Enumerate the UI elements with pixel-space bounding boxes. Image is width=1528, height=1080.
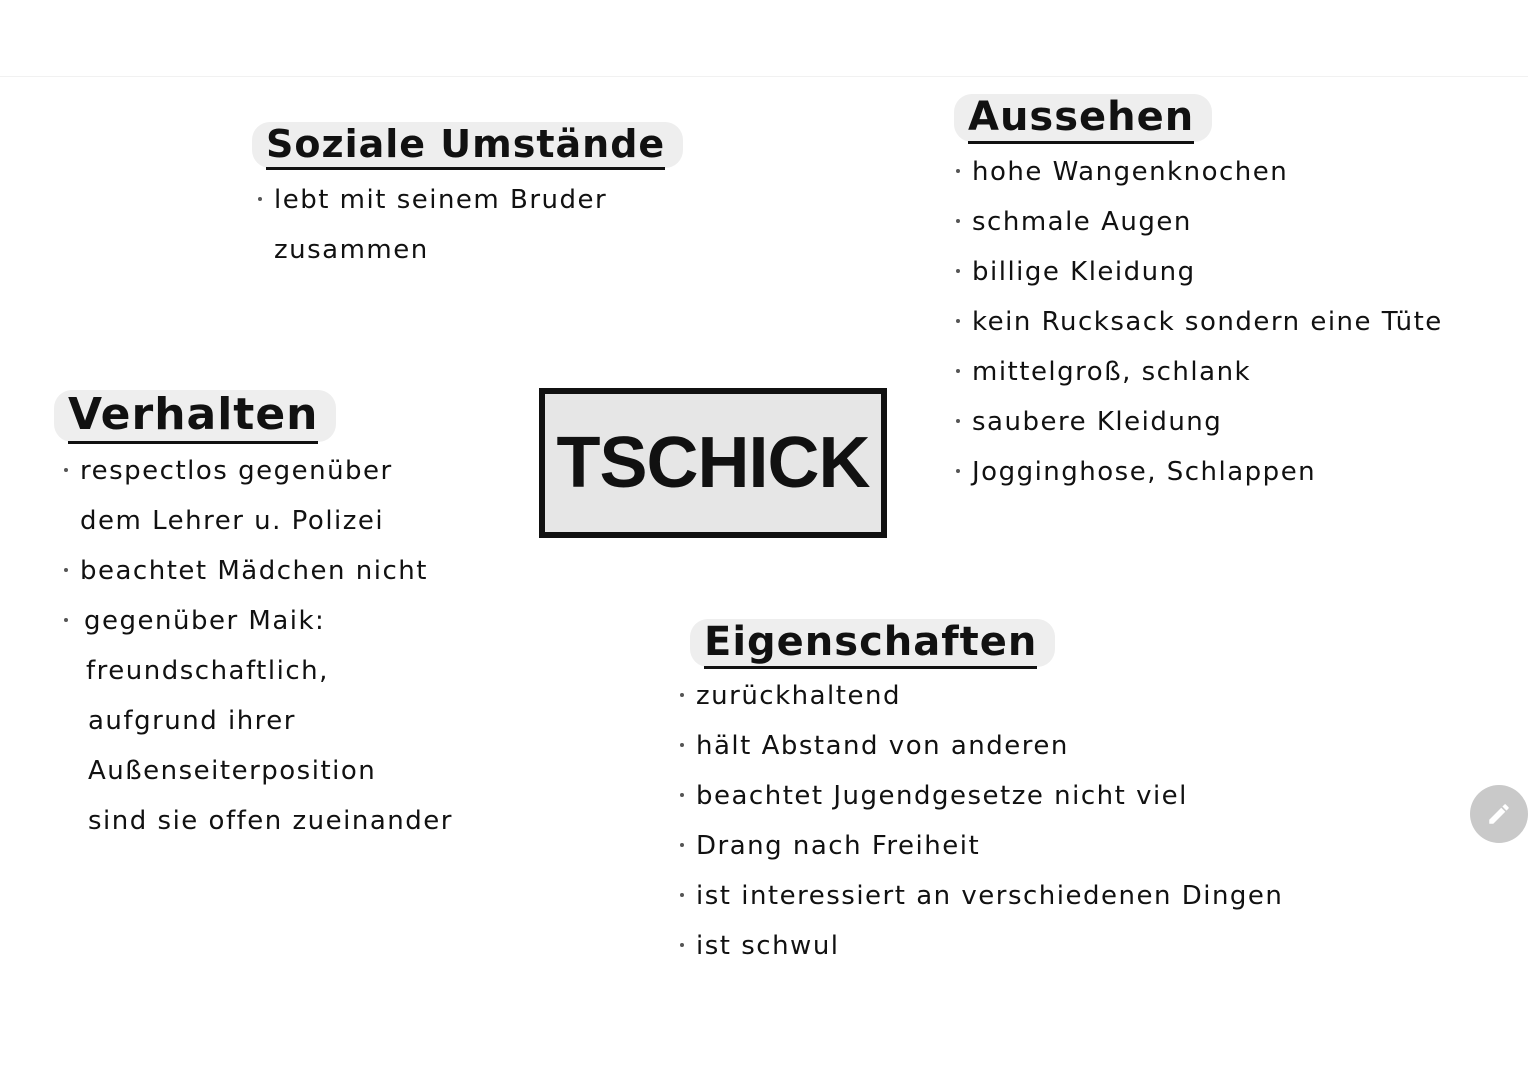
- list-eigenschaften: [680, 671, 1283, 971]
- top-bar: [0, 0, 1528, 77]
- list-aussehen: [956, 147, 1443, 497]
- center-title: TSCHICK: [556, 423, 870, 503]
- list-item: hohe Wangenknochen: [956, 147, 1443, 197]
- heading-eigenschaften-text: Eigenschaften: [704, 619, 1037, 669]
- list-item: schmale Augen: [956, 197, 1443, 247]
- center-title-box: [539, 388, 887, 538]
- list-item: ist interessiert an verschiedenen Dingen: [680, 871, 1283, 921]
- list-item: freundschaftlich,: [86, 656, 329, 686]
- list-item: billige Kleidung: [956, 247, 1443, 297]
- edit-button[interactable]: [1470, 785, 1528, 843]
- list-item: saubere Kleidung: [956, 397, 1443, 447]
- list-soziale-umstaende: [258, 175, 607, 275]
- heading-aussehen-text: Aussehen: [968, 94, 1194, 144]
- heading-soziale-umstaende-text: Soziale Umstände: [266, 122, 665, 170]
- list-item: zurückhaltend: [680, 671, 1283, 721]
- list-item: Jogginghose, Schlappen: [956, 447, 1443, 497]
- heading-aussehen: [954, 94, 1212, 142]
- list-verhalten: [64, 446, 453, 846]
- list-item: beachtet Jugendgesetze nicht viel: [680, 771, 1283, 821]
- list-item: aufgrund ihrer: [88, 706, 296, 736]
- heading-soziale-umstaende: [252, 122, 683, 168]
- heading-verhalten: [54, 390, 336, 442]
- heading-verhalten-text: Verhalten: [68, 389, 318, 444]
- list-item: hält Abstand von anderen: [680, 721, 1283, 771]
- list-item: beachtet Mädchen nicht: [64, 546, 453, 596]
- list-item: kein Rucksack sondern eine Tüte: [956, 297, 1443, 347]
- list-item: mittelgroß, schlank: [956, 347, 1443, 397]
- list-item: Außenseiterposition: [88, 756, 377, 786]
- heading-eigenschaften: [690, 619, 1055, 667]
- list-item: gegenüber Maik:: [64, 596, 453, 646]
- list-item: Drang nach Freiheit: [680, 821, 1283, 871]
- list-item: respectlos gegenüber: [64, 446, 453, 496]
- list-item: ist schwul: [680, 921, 1283, 971]
- list-item: sind sie offen zueinander: [88, 806, 453, 836]
- list-item: dem Lehrer u. Polizei: [80, 506, 385, 536]
- list-item: zusammen: [274, 235, 429, 265]
- pencil-icon: [1486, 801, 1512, 827]
- list-item: lebt mit seinem Bruder: [258, 175, 607, 225]
